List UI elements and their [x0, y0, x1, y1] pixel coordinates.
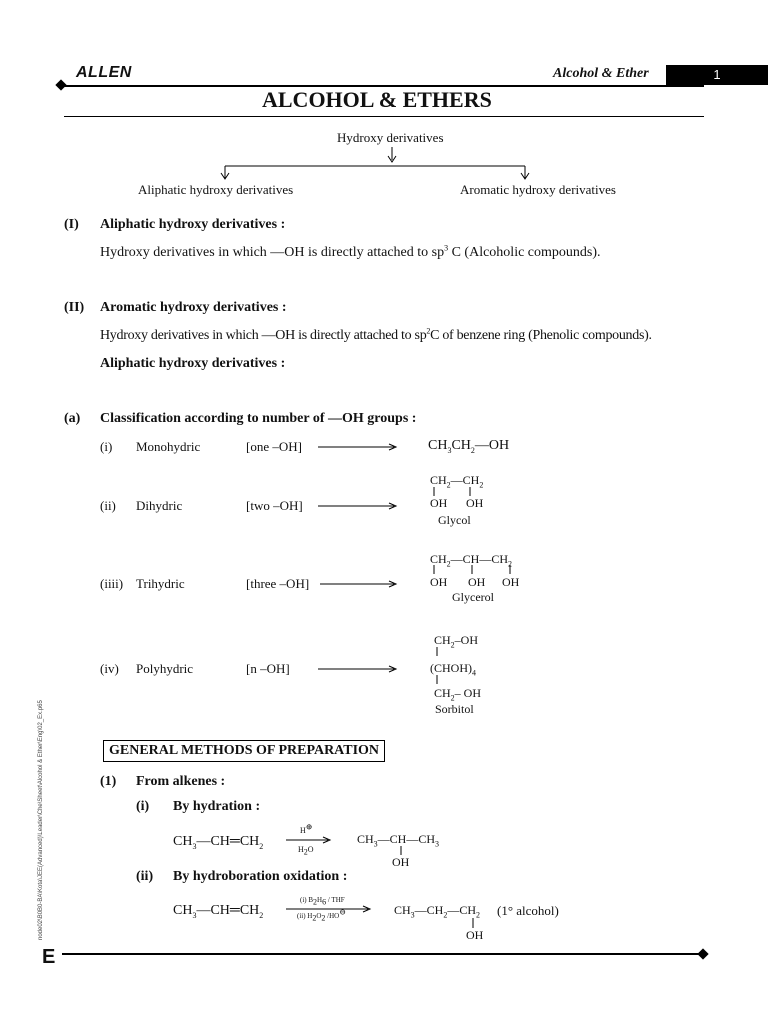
method1-num: (1) — [100, 774, 117, 789]
row-name: Trihydric — [136, 576, 185, 591]
hydroboration-heading: By hydroboration oxidation : — [173, 869, 348, 884]
section1-heading: Aliphatic hydroxy derivatives : — [100, 217, 286, 232]
side-file-path: node02\B0B0-BA\Kota\JEE(Advanced)\Leader\Che\Sheet\Alcohol & Ether\Eng\02_Ex.p65 — [38, 700, 44, 940]
hb-prod-c-sub: 2 — [476, 910, 481, 920]
section1-sup: 3 — [444, 243, 449, 253]
section1-text-b: C (Alcoholic compounds). — [448, 245, 601, 260]
brand-logo: ALLEN — [76, 64, 132, 81]
glycol-oh2: OH — [466, 496, 484, 510]
hyd-cond-h2: H — [298, 845, 304, 854]
hydration-num: (i) — [136, 799, 150, 814]
mono-p3: —OH — [474, 438, 510, 453]
mono-p1: CH — [428, 438, 448, 453]
hb-cond-2b: O — [316, 912, 322, 920]
hb-cond-2: (ii) H — [297, 912, 313, 920]
glycerol-chain: —CH—CH — [450, 552, 509, 566]
hb-cond-2s1: 2 — [312, 913, 317, 923]
row-group: [n –OH] — [246, 661, 290, 676]
row-num: (iiii) — [100, 576, 124, 591]
hyd-prod-b: —CH—CH — [377, 832, 436, 846]
sorbitol-s3: 2 — [450, 693, 455, 703]
hydroboration-note: (1° alcohol) — [497, 903, 559, 918]
class-heading: Classification according to number of —OH groups : — [100, 411, 417, 426]
reactant-b: —CH — [196, 903, 230, 918]
footer-letter: E — [42, 946, 56, 968]
glycerol-sub-a: 2 — [446, 559, 451, 569]
glycol-oh1: OH — [430, 496, 448, 510]
row-group: [two –OH] — [246, 498, 303, 513]
section2-sup: 2 — [426, 326, 431, 336]
hyd-cond-h: H — [300, 826, 306, 835]
hb-cond-1s1: 2 — [313, 897, 318, 907]
hb-cond-1b: H — [317, 896, 323, 904]
sorbitol-choh: (CHOH) — [430, 661, 472, 675]
sorbitol-s2: 4 — [472, 668, 476, 678]
hb-prod-b: —CH — [414, 903, 444, 917]
sorbitol-ch2b: CH — [434, 686, 451, 700]
hb-cond-2c: /HO — [325, 912, 340, 920]
glycol-ch2a: CH — [430, 473, 447, 487]
sorbitol-oh2: – OH — [454, 686, 482, 700]
reactant-c-sub: 2 — [259, 841, 264, 851]
reactant-a-sub: 3 — [192, 910, 197, 920]
reactant-c-sub: 2 — [259, 910, 264, 920]
general-methods-heading: GENERAL METHODS OF PREPARATION — [103, 740, 385, 762]
row-group: [one –OH] — [246, 439, 302, 454]
glycerol-sub-b: 2 — [508, 559, 513, 569]
row-num: (iv) — [100, 661, 119, 676]
hb-cond-2s2: 2 — [321, 913, 326, 923]
section2-text-b: C of benzene ring (Phenolic compounds). — [430, 328, 652, 343]
glycerol-ch2a: CH — [430, 552, 447, 566]
reactant-a: CH — [173, 903, 193, 918]
hydration-product-oh: OH — [392, 855, 410, 869]
hyd-prod-a-sub: 3 — [373, 839, 378, 849]
sorbitol-ch2: CH — [434, 633, 451, 647]
glycol-sub-a: 2 — [446, 480, 451, 490]
class-num: (a) — [64, 411, 81, 426]
hb-cond-1: (i) B — [300, 896, 314, 904]
hydration-heading: By hydration : — [173, 799, 261, 814]
reactant-c: ═CH — [229, 903, 260, 918]
row-name: Polyhydric — [136, 661, 194, 676]
row-num: (ii) — [100, 498, 116, 513]
sorbitol-s1: 2 — [450, 640, 455, 650]
hb-prod-a: CH — [394, 903, 411, 917]
hb-prod-c: —CH — [447, 903, 477, 917]
glycol-sub-b: 2 — [479, 480, 484, 490]
running-title: Alcohol & Ether — [553, 66, 649, 81]
mono-p2: CH — [451, 438, 471, 453]
glycerol-oh2: OH — [468, 575, 486, 589]
section2-num: (II) — [64, 300, 85, 315]
tree-left: Aliphatic hydroxy derivatives — [138, 182, 294, 197]
hydroboration-product-oh: OH — [466, 928, 484, 942]
glycerol-oh1: OH — [430, 575, 448, 589]
tree-root: Hydroxy derivatives — [337, 130, 444, 145]
section1-num: (I) — [64, 217, 79, 232]
hb-prod-b-sub: 2 — [443, 910, 448, 920]
reactant-b: —CH — [196, 834, 230, 849]
mono-s2: 2 — [470, 445, 475, 455]
glycol-name: Glycol — [438, 513, 471, 527]
tree-right: Aromatic hydroxy derivatives — [460, 182, 616, 197]
row-name: Monohydric — [136, 439, 201, 454]
hyd-cond-plus: ⊕ — [305, 822, 313, 832]
hyd-cond-sub: 2 — [303, 847, 308, 857]
glycerol-name: Glycerol — [452, 590, 494, 604]
glycol-ch2b: —CH — [450, 473, 480, 487]
hb-prod-a-sub: 3 — [410, 910, 415, 920]
reactant-c: ═CH — [229, 834, 260, 849]
reactant-a: CH — [173, 834, 193, 849]
section2-subheading: Aliphatic hydroxy derivatives : — [100, 356, 286, 371]
reactant-a-sub: 3 — [192, 841, 197, 851]
page-number: 1 — [713, 67, 721, 82]
sorbitol-oh1: –OH — [454, 633, 479, 647]
hydroboration-num: (ii) — [136, 869, 154, 884]
section2-heading: Aromatic hydroxy derivatives : — [100, 300, 287, 315]
sorbitol-name: Sorbitol — [435, 702, 474, 716]
footer-rule — [62, 953, 704, 955]
hb-cond-1c: / THF — [326, 896, 345, 904]
hb-cond-1s2: 6 — [322, 897, 327, 907]
section1-text-a: Hydroxy derivatives in which —OH is directly attached to sp — [100, 245, 445, 260]
mono-s1: 3 — [447, 445, 452, 455]
hyd-cond-o: O — [307, 845, 314, 854]
row-group: [three –OH] — [246, 576, 310, 591]
glycerol-oh3: OH — [502, 575, 520, 589]
page-title: ALCOHOL & ETHERS — [262, 87, 492, 112]
method1-heading: From alkenes : — [136, 774, 226, 789]
hyd-prod-a: CH — [357, 832, 374, 846]
row-name: Dihydric — [136, 498, 183, 513]
section2-text-a: Hydroxy derivatives in which —OH is directly attached to sp — [100, 328, 427, 343]
row-num: (i) — [100, 439, 113, 454]
hyd-prod-b-sub: 3 — [435, 839, 440, 849]
hb-cond-2sup: ⊖ — [339, 907, 346, 917]
